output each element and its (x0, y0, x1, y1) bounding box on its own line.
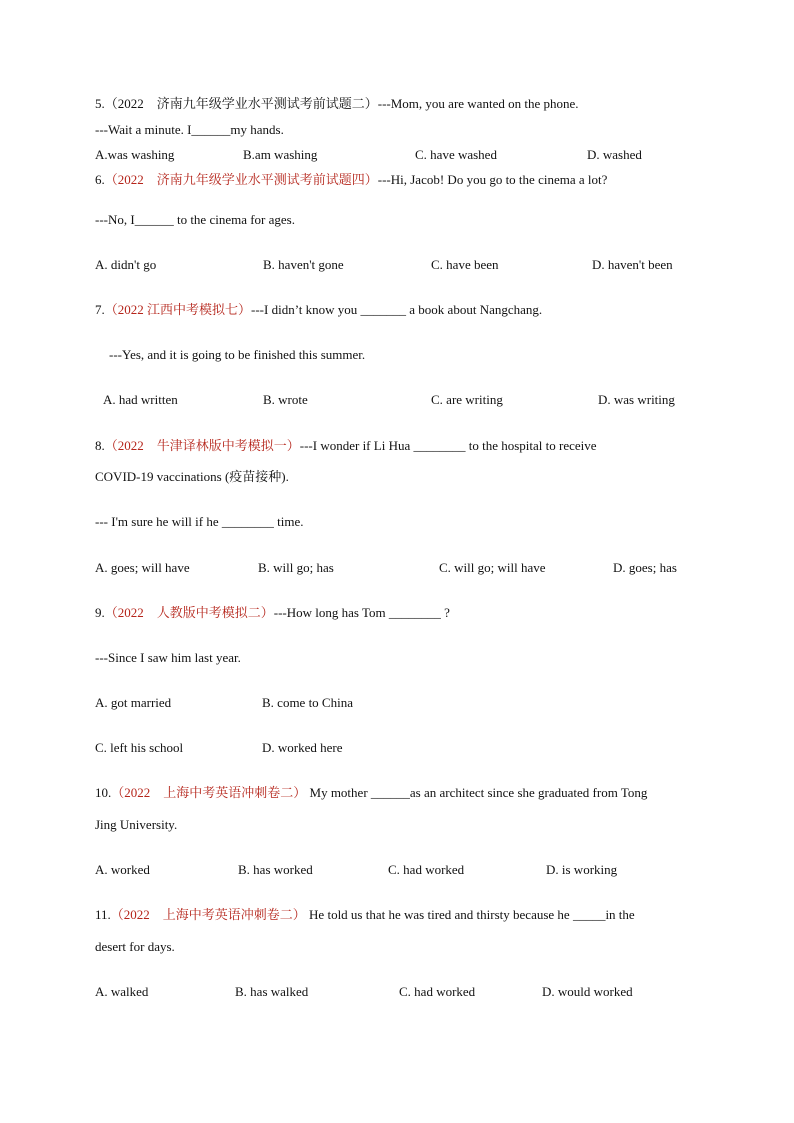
option-c: C. have washed (415, 147, 497, 162)
option-b: B. haven't gone (263, 257, 344, 272)
question-source: （2022 济南九年级学业水平测试考前试题四） (104, 172, 378, 187)
option-b: B. will go; has (258, 560, 334, 575)
option-b: B. come to China (262, 695, 353, 710)
question-6-stem: 6.（2022 济南九年级学业水平测试考前试题四）---Hi, Jacob! Do you go to the cinema a lot? (95, 172, 608, 187)
option-b: B.am washing (243, 147, 318, 162)
question-source: （2022 人教版中考模拟二） (104, 605, 274, 620)
option-a: A.was washing (95, 147, 175, 162)
question-11-stem: 11.（2022 上海中考英语冲刺卷二） He told us that he was tired and thirsty because he _____in the (95, 907, 635, 922)
option-c: C. have been (431, 257, 499, 272)
question-source: （2022 牛津译林版中考模拟一） (104, 438, 300, 453)
option-a: A. didn't go (95, 257, 157, 272)
question-8-stem: 8.（2022 牛津译林版中考模拟一）---I wonder if Li Hua ________ to the hospital to receive (95, 438, 597, 453)
question-source: （2022 上海中考英语冲刺卷二） (110, 907, 306, 922)
option-c: C. will go; will have (439, 560, 546, 575)
question-10-stem-cont: Jing University. (95, 817, 178, 832)
option-c: C. left his school (95, 740, 184, 755)
option-a: A. goes; will have (95, 560, 190, 575)
option-d: D. worked here (262, 740, 343, 755)
option-a: A. walked (95, 984, 149, 999)
option-a: A. worked (95, 862, 150, 877)
option-a: A. had written (103, 392, 178, 407)
option-d: D. was writing (598, 392, 675, 407)
option-d: D. would worked (542, 984, 633, 999)
question-5-stem: 5.（2022 济南九年级学业水平测试考前试题二）---Mom, you are wanted on the phone. (95, 96, 579, 111)
question-9-reply: ---Since I saw him last year. (95, 650, 241, 665)
option-d: D. washed (587, 147, 642, 162)
question-8-stem-cont: COVID-19 vaccinations (疫苗接种). (95, 469, 289, 484)
option-b: B. wrote (263, 392, 308, 407)
option-c: C. are writing (431, 392, 503, 407)
question-source: （2022 上海中考英语冲刺卷二） (111, 785, 307, 800)
option-b: B. has walked (235, 984, 309, 999)
option-c: C. had worked (399, 984, 476, 999)
question-10-stem: 10.（2022 上海中考英语冲刺卷二） My mother ______as an architect since she graduated from Tong (95, 785, 648, 800)
option-d: D. goes; has (613, 560, 677, 575)
question-7-reply: ---Yes, and it is going to be finished this summer. (109, 347, 366, 362)
question-source: （2022 济南九年级学业水平测试考前试题二） (104, 96, 378, 111)
question-5-reply: ---Wait a minute. I______my hands. (95, 122, 284, 137)
question-9-stem: 9.（2022 人教版中考模拟二）---How long has Tom ________ ? (95, 605, 450, 620)
option-d: D. haven't been (592, 257, 673, 272)
question-11-stem-cont: desert for days. (95, 939, 175, 954)
question-8-reply: --- I'm sure he will if he ________ time. (95, 514, 304, 529)
question-7-stem: 7.（2022 江西中考模拟七）---I didn’t know you _______ a book about Nangchang. (95, 302, 543, 317)
option-a: A. got married (95, 695, 172, 710)
option-b: B. has worked (238, 862, 313, 877)
option-c: C. had worked (388, 862, 465, 877)
option-d: D. is working (546, 862, 618, 877)
question-source: （2022 江西中考模拟七） (104, 302, 252, 317)
question-6-reply: ---No, I______ to the cinema for ages. (95, 212, 295, 227)
